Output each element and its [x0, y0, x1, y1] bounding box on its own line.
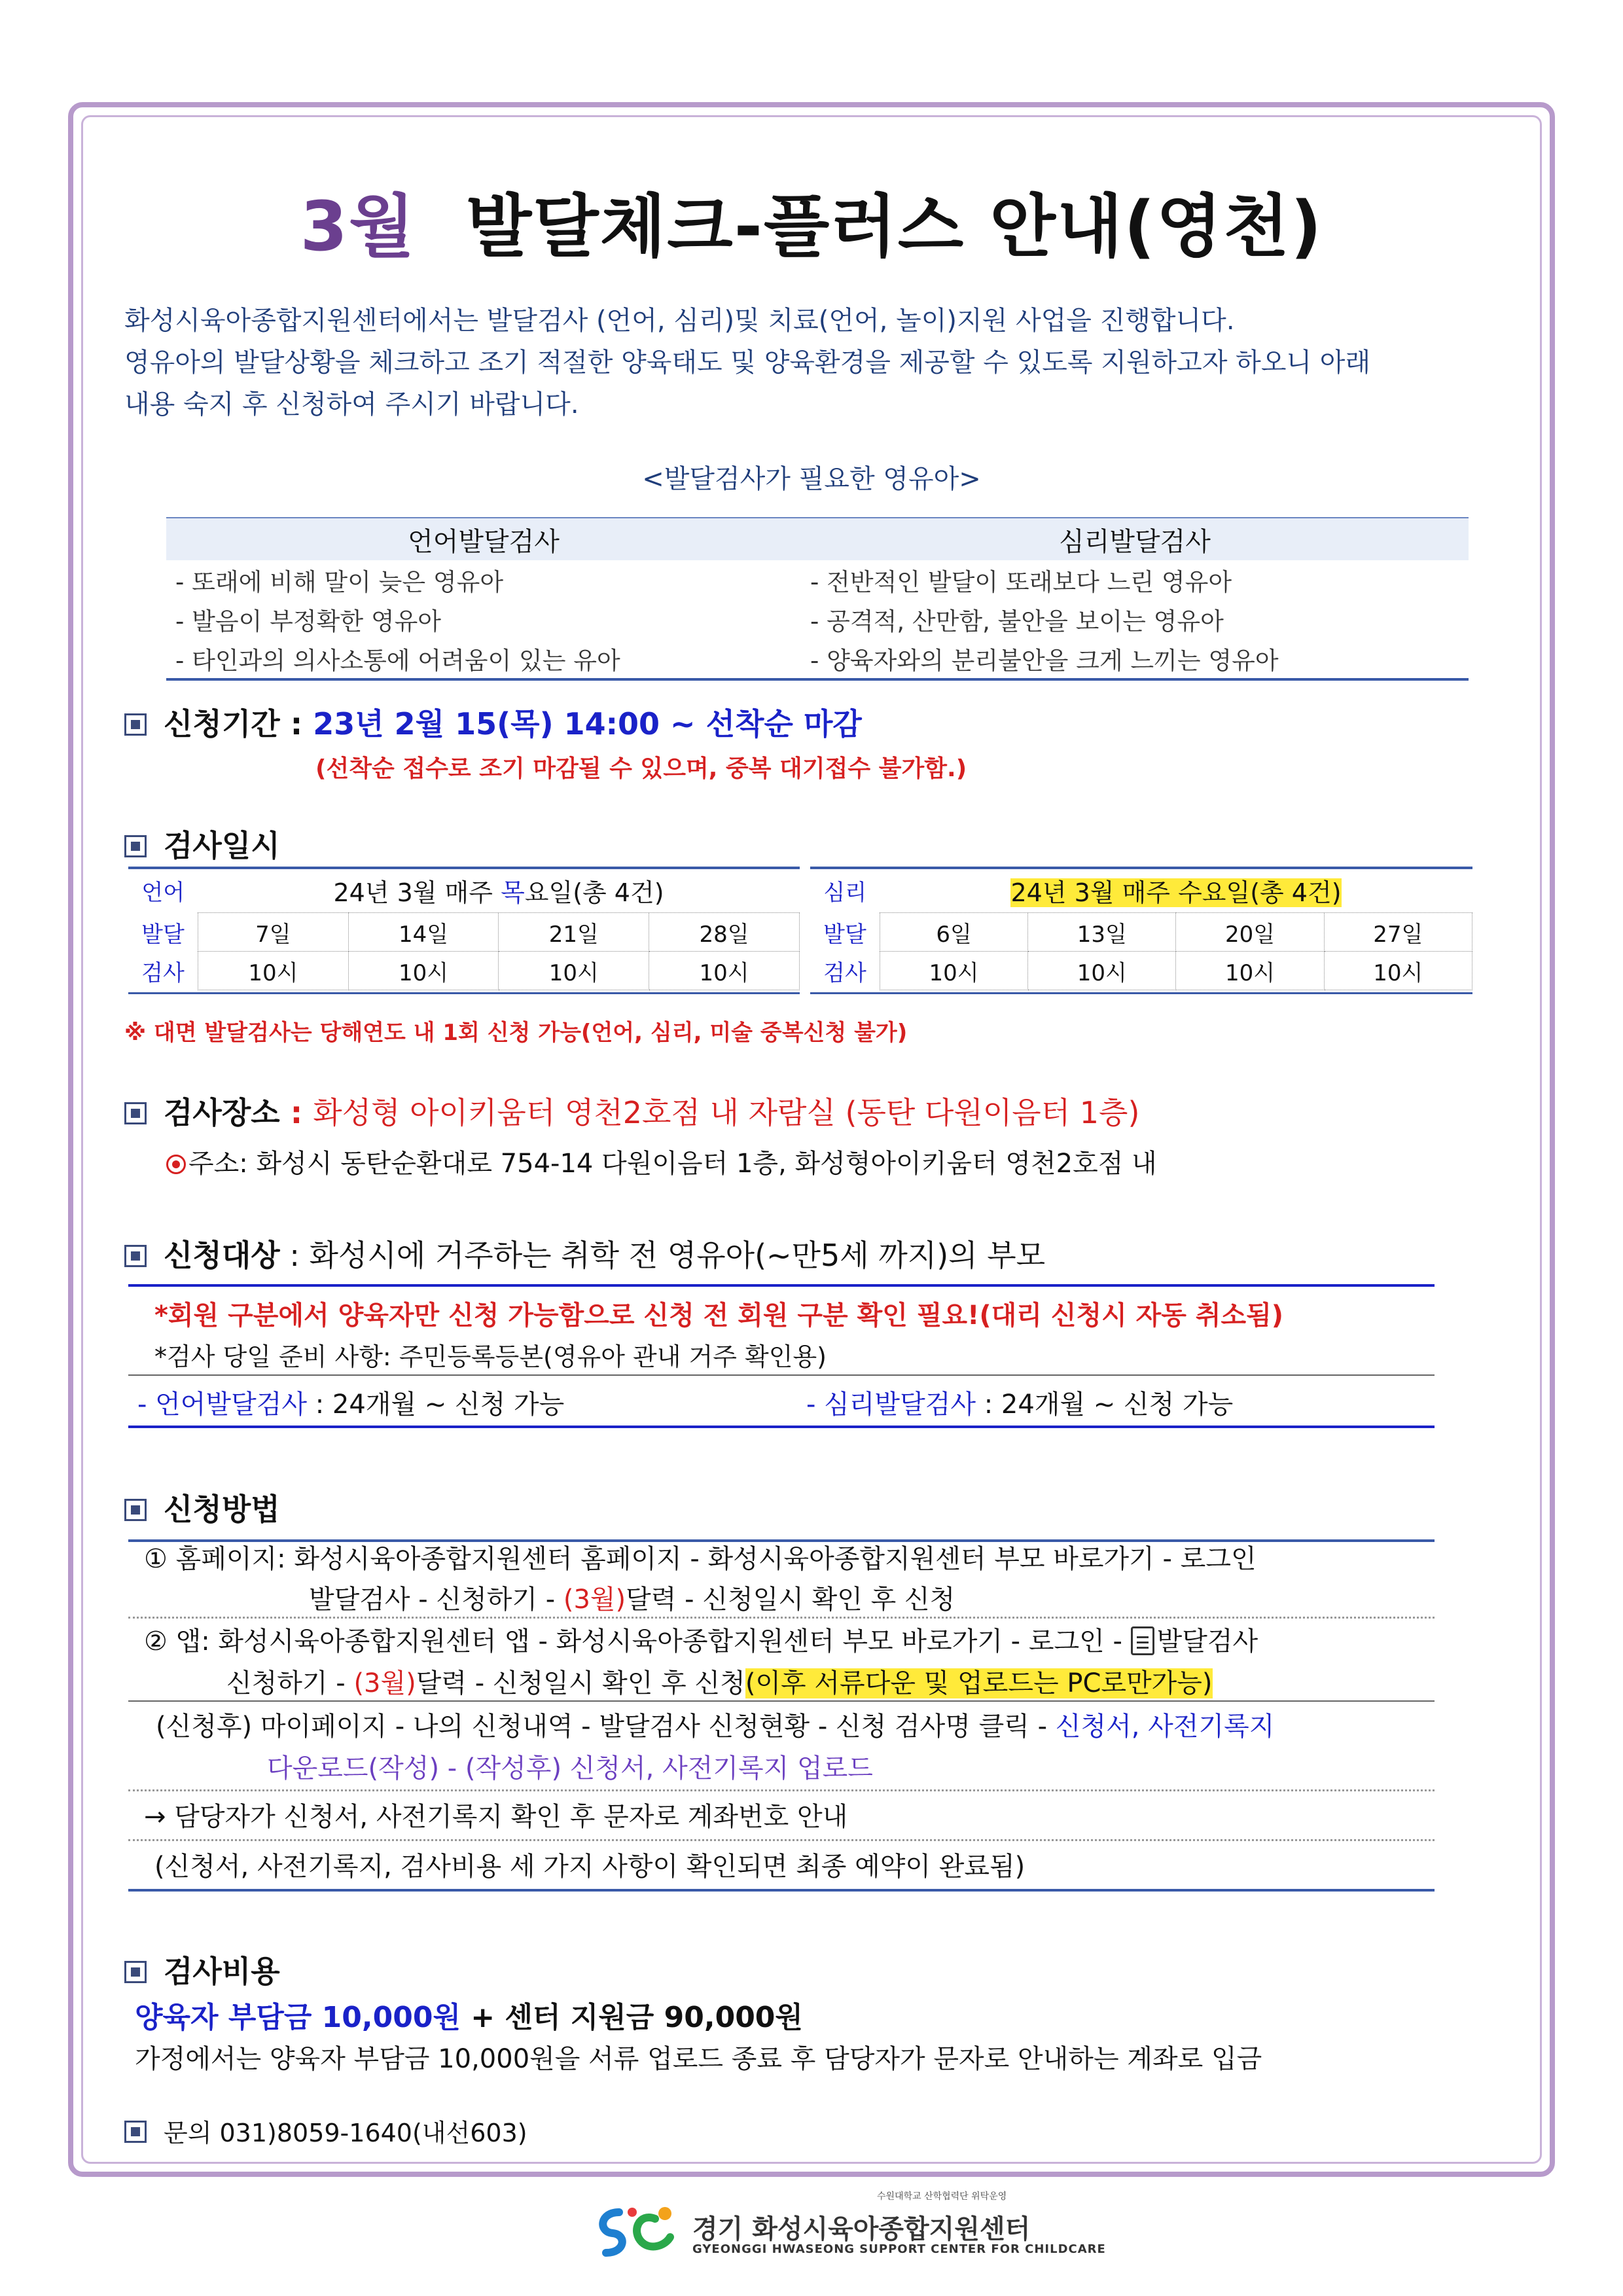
need-cell: - 타인과의 의사소통에 어려움이 있는 유아: [166, 639, 801, 679]
schedule-time: 10시: [649, 952, 800, 990]
method-rule: [128, 1700, 1435, 1702]
method-line: 다운로드(작성) - (작성후) 신청서, 사전기록지 업로드: [267, 1753, 873, 1784]
title-month: 3월: [300, 187, 416, 266]
schedule-label: 언어: [141, 879, 185, 906]
logo-operator: 수원대학교 산학협력단 위탁운영: [877, 2191, 1007, 2202]
address-value: 화성시 동탄순환대로 754-14 다원이음터 1층, 화성형아이키움터 영천2호점 내: [256, 1149, 1157, 1179]
target-prep: *검사 당일 준비 사항: 주민등록등본(영유아 관내 거주 확인용): [154, 1342, 827, 1371]
schedule-lang-table: [128, 868, 800, 990]
schedule-section: [124, 822, 280, 865]
target-value: : 화성시에 거주하는 취학 전 영유아(~만5세 까지)의 부모: [279, 1238, 1046, 1273]
need-cell: - 공격적, 산만함, 불안을 보이는 영유아: [810, 607, 1224, 636]
apply-period-section: [124, 700, 862, 744]
need-col-lang: 언어발달검사: [166, 518, 801, 560]
clipboard-icon: [1131, 1626, 1154, 1655]
address-label: 주소:: [188, 1149, 257, 1179]
bullet-square-icon: [124, 713, 147, 736]
schedule-psy-table: [810, 868, 1472, 990]
schedule-date: 21일: [499, 913, 649, 952]
method-line: [226, 1662, 1213, 1700]
bullet-square-icon: [124, 1499, 147, 1521]
colon: :: [279, 706, 313, 742]
colon: :: [279, 1095, 313, 1130]
section-heading: 검사일시: [164, 828, 280, 863]
schedule-date: 7일: [198, 913, 349, 952]
header-text: 24년 3월 매주 수요일(총 4건): [1010, 878, 1342, 907]
schedule-header: [198, 868, 800, 913]
bullet-square-icon: [124, 1245, 147, 1267]
method-section: [124, 1486, 280, 1529]
target-psy-label: - 심리발달검사: [806, 1390, 976, 1420]
method-line: ① 홈페이지: 화성시육아종합지원센터 홈페이지 - 화성시육아종합지원센터 부모 바로가기 - 로그인: [144, 1544, 1257, 1574]
cost-parent: 양육자 부담금 10,000원: [135, 2001, 461, 2034]
method-line: [156, 1706, 1274, 1743]
contact: [124, 2113, 527, 2149]
radio-dot-icon: [166, 1155, 186, 1174]
method-line: (신청서, 사전기록지, 검사비용 세 가지 사항이 확인되면 최종 예약이 완료됨): [154, 1852, 1026, 1882]
schedule-header: [880, 868, 1472, 913]
need-cell: - 또래에 비해 말이 늦은 영유아: [175, 568, 504, 596]
method-month: (3월): [353, 1668, 416, 1698]
target-psy-value: : 24개월 ~ 신청 가능: [976, 1390, 1234, 1420]
method-text: 달력 - 신청일시 확인 후 신청: [416, 1668, 745, 1698]
schedule-label: 검사: [823, 960, 866, 986]
need-col-psy: 심리발달검사: [801, 518, 1469, 560]
page-title: [0, 171, 1623, 270]
section-heading: 신청방법: [164, 1492, 280, 1527]
schedule-time: 10시: [198, 952, 349, 990]
place-value: 화성형 아이키움터 영천2호점 내 자람실 (동탄 다원이음터 1층): [313, 1095, 1140, 1130]
schedule-note: ※ 대면 발달검사는 당해연도 내 1회 신청 가능(언어, 심리, 미술 중복신청 불가): [124, 1020, 908, 1046]
method-text: 발달검사: [1156, 1626, 1258, 1657]
intro-line: 화성시육아종합지원센터에서는 발달검사 (언어, 심리)및 치료(언어, 놀이)지원 사업을 진행합니다.: [124, 306, 1235, 336]
target-rule: [128, 1374, 1435, 1376]
schedule-date: 13일: [1028, 913, 1176, 952]
schedule-date: 27일: [1324, 913, 1472, 952]
schedule-date: 20일: [1176, 913, 1324, 952]
target-lang-value: : 24개월 ~ 신청 가능: [307, 1390, 565, 1420]
method-rule: [128, 1889, 1435, 1892]
target-lang-label: - 언어발달검사: [137, 1390, 307, 1420]
target-psy: [806, 1384, 1233, 1421]
target-rule: [128, 1426, 1435, 1428]
method-text: (신청후) 마이페이지 - 나의 신청내역 - 발달검사 신청현황 - 신청 검사명 클릭 -: [156, 1712, 1056, 1742]
schedule-time: 10시: [348, 952, 499, 990]
schedule-label: 심리: [823, 879, 867, 906]
schedule-time: 10시: [880, 952, 1028, 990]
section-heading: 검사장소: [164, 1095, 280, 1130]
header-text: 요일(총 4건): [524, 878, 664, 907]
method-line: [309, 1579, 955, 1616]
schedule-date: 28일: [649, 913, 800, 952]
schedule-date: 14일: [348, 913, 499, 952]
schedule-time: 10시: [1324, 952, 1472, 990]
apply-period-note: (선착순 접수로 조기 마감될 수 있으며, 중복 대기접수 불가함.): [315, 755, 967, 782]
place-section: [124, 1089, 1139, 1132]
center-logo-icon: [593, 2199, 685, 2259]
method-rule: [128, 1789, 1435, 1791]
method-rule: [128, 1839, 1435, 1841]
method-rule: [128, 1617, 1435, 1619]
bullet-square-icon: [124, 1102, 147, 1124]
schedule-time: 10시: [1028, 952, 1176, 990]
method-line: [144, 1621, 1258, 1658]
bullet-square-icon: [124, 1961, 147, 1983]
target-warning: *회원 구분에서 양육자만 신청 가능함으로 신청 전 회원 구분 확인 필요!(대리 신청시 자동 취소됨): [154, 1300, 1284, 1331]
cost-amounts: [135, 1994, 803, 2036]
bullet-square-icon: [124, 2121, 147, 2143]
schedule-label: 발달: [141, 921, 185, 948]
logo-name: 경기 화성시육아종합지원센터: [692, 2214, 1031, 2244]
schedule-time: 10시: [1176, 952, 1324, 990]
intro-text: [124, 300, 1370, 425]
method-line: → 담당자가 신청서, 사전기록지 확인 후 문자로 계좌번호 안내: [144, 1802, 848, 1832]
method-docs: 신청서, 사전기록지: [1055, 1712, 1275, 1742]
need-cell: - 발음이 부정확한 영유아: [175, 607, 442, 636]
place-address: [166, 1143, 1157, 1180]
need-title: <발달검사가 필요한 영유아>: [642, 464, 981, 494]
method-text: 발달검사 - 신청하기 -: [309, 1585, 563, 1615]
schedule-date: 6일: [880, 913, 1028, 952]
schedule-label: 발달: [823, 921, 866, 948]
schedule-line: [810, 992, 1472, 994]
schedule-label: 검사: [141, 960, 185, 986]
intro-line: 영유아의 발달상황을 체크하고 조기 적절한 양육태도 및 양육환경을 제공할 수 있도록 지원하고자 하오니 아래: [124, 348, 1371, 378]
need-table: [166, 517, 1469, 681]
contact-text: 문의 031)8059-1640(내선603): [164, 2119, 527, 2147]
logo-subtitle: GYEONGGI HWASEONG SUPPORT CENTER FOR CHILDCARE: [692, 2242, 1106, 2256]
method-month: (3월): [563, 1585, 626, 1615]
need-cell: - 양육자와의 분리불안을 크게 느끼는 영유아: [801, 639, 1469, 679]
cost-center: + 센터 지원금 90,000원: [460, 2001, 803, 2034]
schedule-time: 10시: [499, 952, 649, 990]
section-heading: 검사비용: [164, 1954, 280, 1989]
header-text: 24년 3월 매주: [333, 878, 501, 907]
title-text: 발달체크-플러스 안내(영천): [465, 187, 1323, 266]
schedule-line: [128, 992, 800, 994]
cost-section: [124, 1948, 280, 1991]
section-heading: 신청기간: [164, 706, 280, 742]
method-pc-note: (이후 서류다운 및 업로드는 PC로만가능): [745, 1668, 1213, 1698]
bullet-square-icon: [124, 835, 147, 857]
method-text: 신청하기 -: [226, 1668, 354, 1698]
apply-period-value: 23년 2월 15(목) 14:00 ~ 선착순 마감: [313, 706, 862, 742]
method-text: ② 앱: 화성시육아종합지원센터 앱 - 화성시육아종합지원센터 부모 바로가기 - 로그인 -: [144, 1626, 1131, 1657]
method-text: 달력 - 신청일시 확인 후 신청: [626, 1585, 955, 1615]
need-cell: - 전반적인 발달이 또래보다 느린 영유아: [810, 568, 1232, 596]
target-rule: [128, 1284, 1435, 1287]
intro-line: 내용 숙지 후 신청하여 주시기 바랍니다.: [124, 389, 579, 420]
cost-desc: 가정에서는 양육자 부담금 10,000원을 서류 업로드 종료 후 담당자가 문자로 안내하는 계좌로 입금: [135, 2044, 1262, 2074]
section-heading: 신청대상: [164, 1238, 280, 1273]
header-day: 목: [501, 878, 525, 907]
target-section: [124, 1232, 1045, 1275]
target-lang: [137, 1384, 564, 1421]
